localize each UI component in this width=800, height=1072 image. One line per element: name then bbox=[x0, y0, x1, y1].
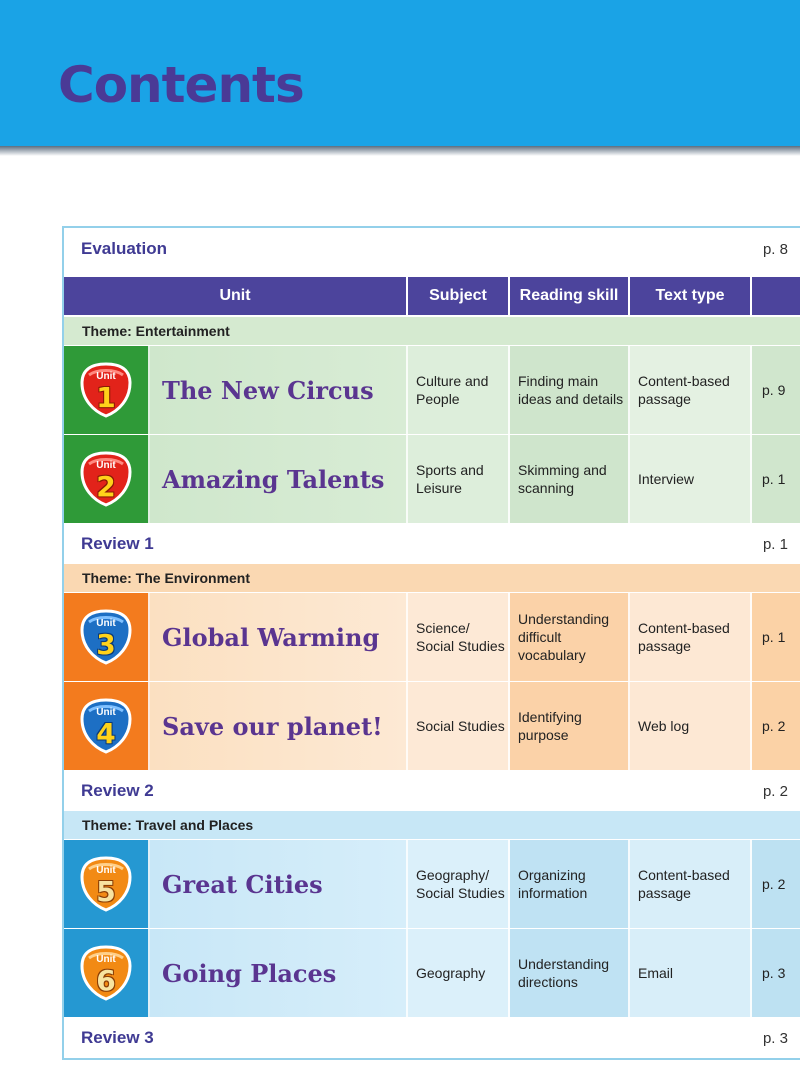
unit-badge-cell bbox=[64, 435, 150, 523]
unit-badge bbox=[77, 855, 135, 913]
theme-bar bbox=[64, 564, 800, 592]
unit-page: p. 1 bbox=[752, 435, 800, 523]
unit-badge-cell bbox=[64, 840, 150, 928]
review-row-2[interactable] bbox=[64, 771, 800, 811]
unit-page: p. 9 bbox=[752, 346, 800, 434]
unit-badge bbox=[77, 944, 135, 1002]
unit-subject: Geography/ Social Studies bbox=[408, 840, 510, 928]
unit-number: 5 bbox=[96, 875, 116, 908]
unit-row-1[interactable] bbox=[64, 346, 800, 434]
unit-badge bbox=[77, 361, 135, 419]
unit-row-5[interactable] bbox=[64, 840, 800, 928]
review-page: p. 3 bbox=[762, 1029, 788, 1047]
unit-row-4[interactable] bbox=[64, 682, 800, 770]
unit-row-3[interactable] bbox=[64, 593, 800, 681]
unit-title: Going Places bbox=[150, 929, 408, 1017]
unit-number: 1 bbox=[96, 381, 116, 414]
unit-reading-skill: Understanding difficult vocabulary bbox=[510, 593, 630, 681]
unit-page: p. 1 bbox=[752, 593, 800, 681]
unit-title: The New Circus bbox=[150, 346, 408, 434]
unit-reading-skill: Organizing information bbox=[510, 840, 630, 928]
unit-reading-skill: Identifying purpose bbox=[510, 682, 630, 770]
col-type-header: Text type bbox=[630, 277, 752, 315]
review-page: p. 2 bbox=[762, 782, 788, 800]
unit-badge bbox=[77, 697, 135, 755]
unit-text-type: Content-based passage bbox=[630, 840, 752, 928]
unit-badge-cell bbox=[64, 682, 150, 770]
unit-reading-skill: Finding main ideas and details bbox=[510, 346, 630, 434]
unit-reading-skill: Skimming and scanning bbox=[510, 435, 630, 523]
unit-badge bbox=[77, 608, 135, 666]
unit-page: p. 3 bbox=[752, 929, 800, 1017]
unit-subject: Geography bbox=[408, 929, 510, 1017]
review-row-3[interactable] bbox=[64, 1018, 800, 1058]
unit-row-6[interactable] bbox=[64, 929, 800, 1017]
unit-text-type: Interview bbox=[630, 435, 752, 523]
unit-subject: Social Studies bbox=[408, 682, 510, 770]
table-header bbox=[64, 277, 800, 315]
col-subject-header: Subject bbox=[408, 277, 510, 315]
unit-badge-cell bbox=[64, 593, 150, 681]
unit-page: p. 2 bbox=[752, 840, 800, 928]
unit-subject: Culture and People bbox=[408, 346, 510, 434]
unit-title: Amazing Talents bbox=[150, 435, 408, 523]
theme-bar bbox=[64, 811, 800, 839]
unit-subject: Sports and Leisure bbox=[408, 435, 510, 523]
theme-bar bbox=[64, 317, 800, 345]
unit-title: Global Warming bbox=[150, 593, 408, 681]
unit-subject: Science/ Social Studies bbox=[408, 593, 510, 681]
unit-text-type: Content-based passage bbox=[630, 346, 752, 434]
evaluation-row[interactable] bbox=[64, 229, 800, 269]
unit-word: Unit bbox=[96, 371, 116, 382]
col-reading-header: Reading skill bbox=[510, 277, 630, 315]
col-unit-header: Unit bbox=[64, 277, 408, 315]
evaluation-label: Evaluation bbox=[81, 239, 167, 258]
unit-badge bbox=[77, 450, 135, 508]
unit-title: Great Cities bbox=[150, 840, 408, 928]
col-page-header bbox=[752, 277, 800, 315]
review-page: p. 1 bbox=[762, 535, 788, 553]
page-title: Contents bbox=[58, 56, 304, 114]
unit-word: Unit bbox=[96, 707, 116, 718]
unit-word: Unit bbox=[96, 618, 116, 629]
unit-word: Unit bbox=[96, 460, 116, 471]
theme-label: Theme: Entertainment bbox=[82, 323, 230, 339]
evaluation-page: p. 8 bbox=[762, 240, 788, 258]
unit-row-2[interactable] bbox=[64, 435, 800, 523]
review-label: Review 2 bbox=[81, 781, 154, 800]
unit-number: 2 bbox=[96, 470, 116, 503]
unit-reading-skill: Understanding directions bbox=[510, 929, 630, 1017]
unit-title: Save our planet! bbox=[150, 682, 408, 770]
theme-label: Theme: The Environment bbox=[82, 570, 251, 586]
unit-page: p. 2 bbox=[752, 682, 800, 770]
unit-badge-cell bbox=[64, 346, 150, 434]
unit-word: Unit bbox=[96, 954, 116, 965]
review-row-1[interactable] bbox=[64, 524, 800, 564]
unit-number: 6 bbox=[96, 964, 116, 997]
unit-badge-cell bbox=[64, 929, 150, 1017]
review-label: Review 3 bbox=[81, 1028, 154, 1047]
theme-label: Theme: Travel and Places bbox=[82, 817, 254, 833]
unit-text-type: Web log bbox=[630, 682, 752, 770]
unit-number: 4 bbox=[96, 717, 116, 750]
unit-text-type: Email bbox=[630, 929, 752, 1017]
unit-word: Unit bbox=[96, 865, 116, 876]
unit-number: 3 bbox=[96, 628, 116, 661]
unit-text-type: Content-based passage bbox=[630, 593, 752, 681]
review-label: Review 1 bbox=[81, 534, 154, 553]
header-shadow bbox=[0, 146, 800, 156]
